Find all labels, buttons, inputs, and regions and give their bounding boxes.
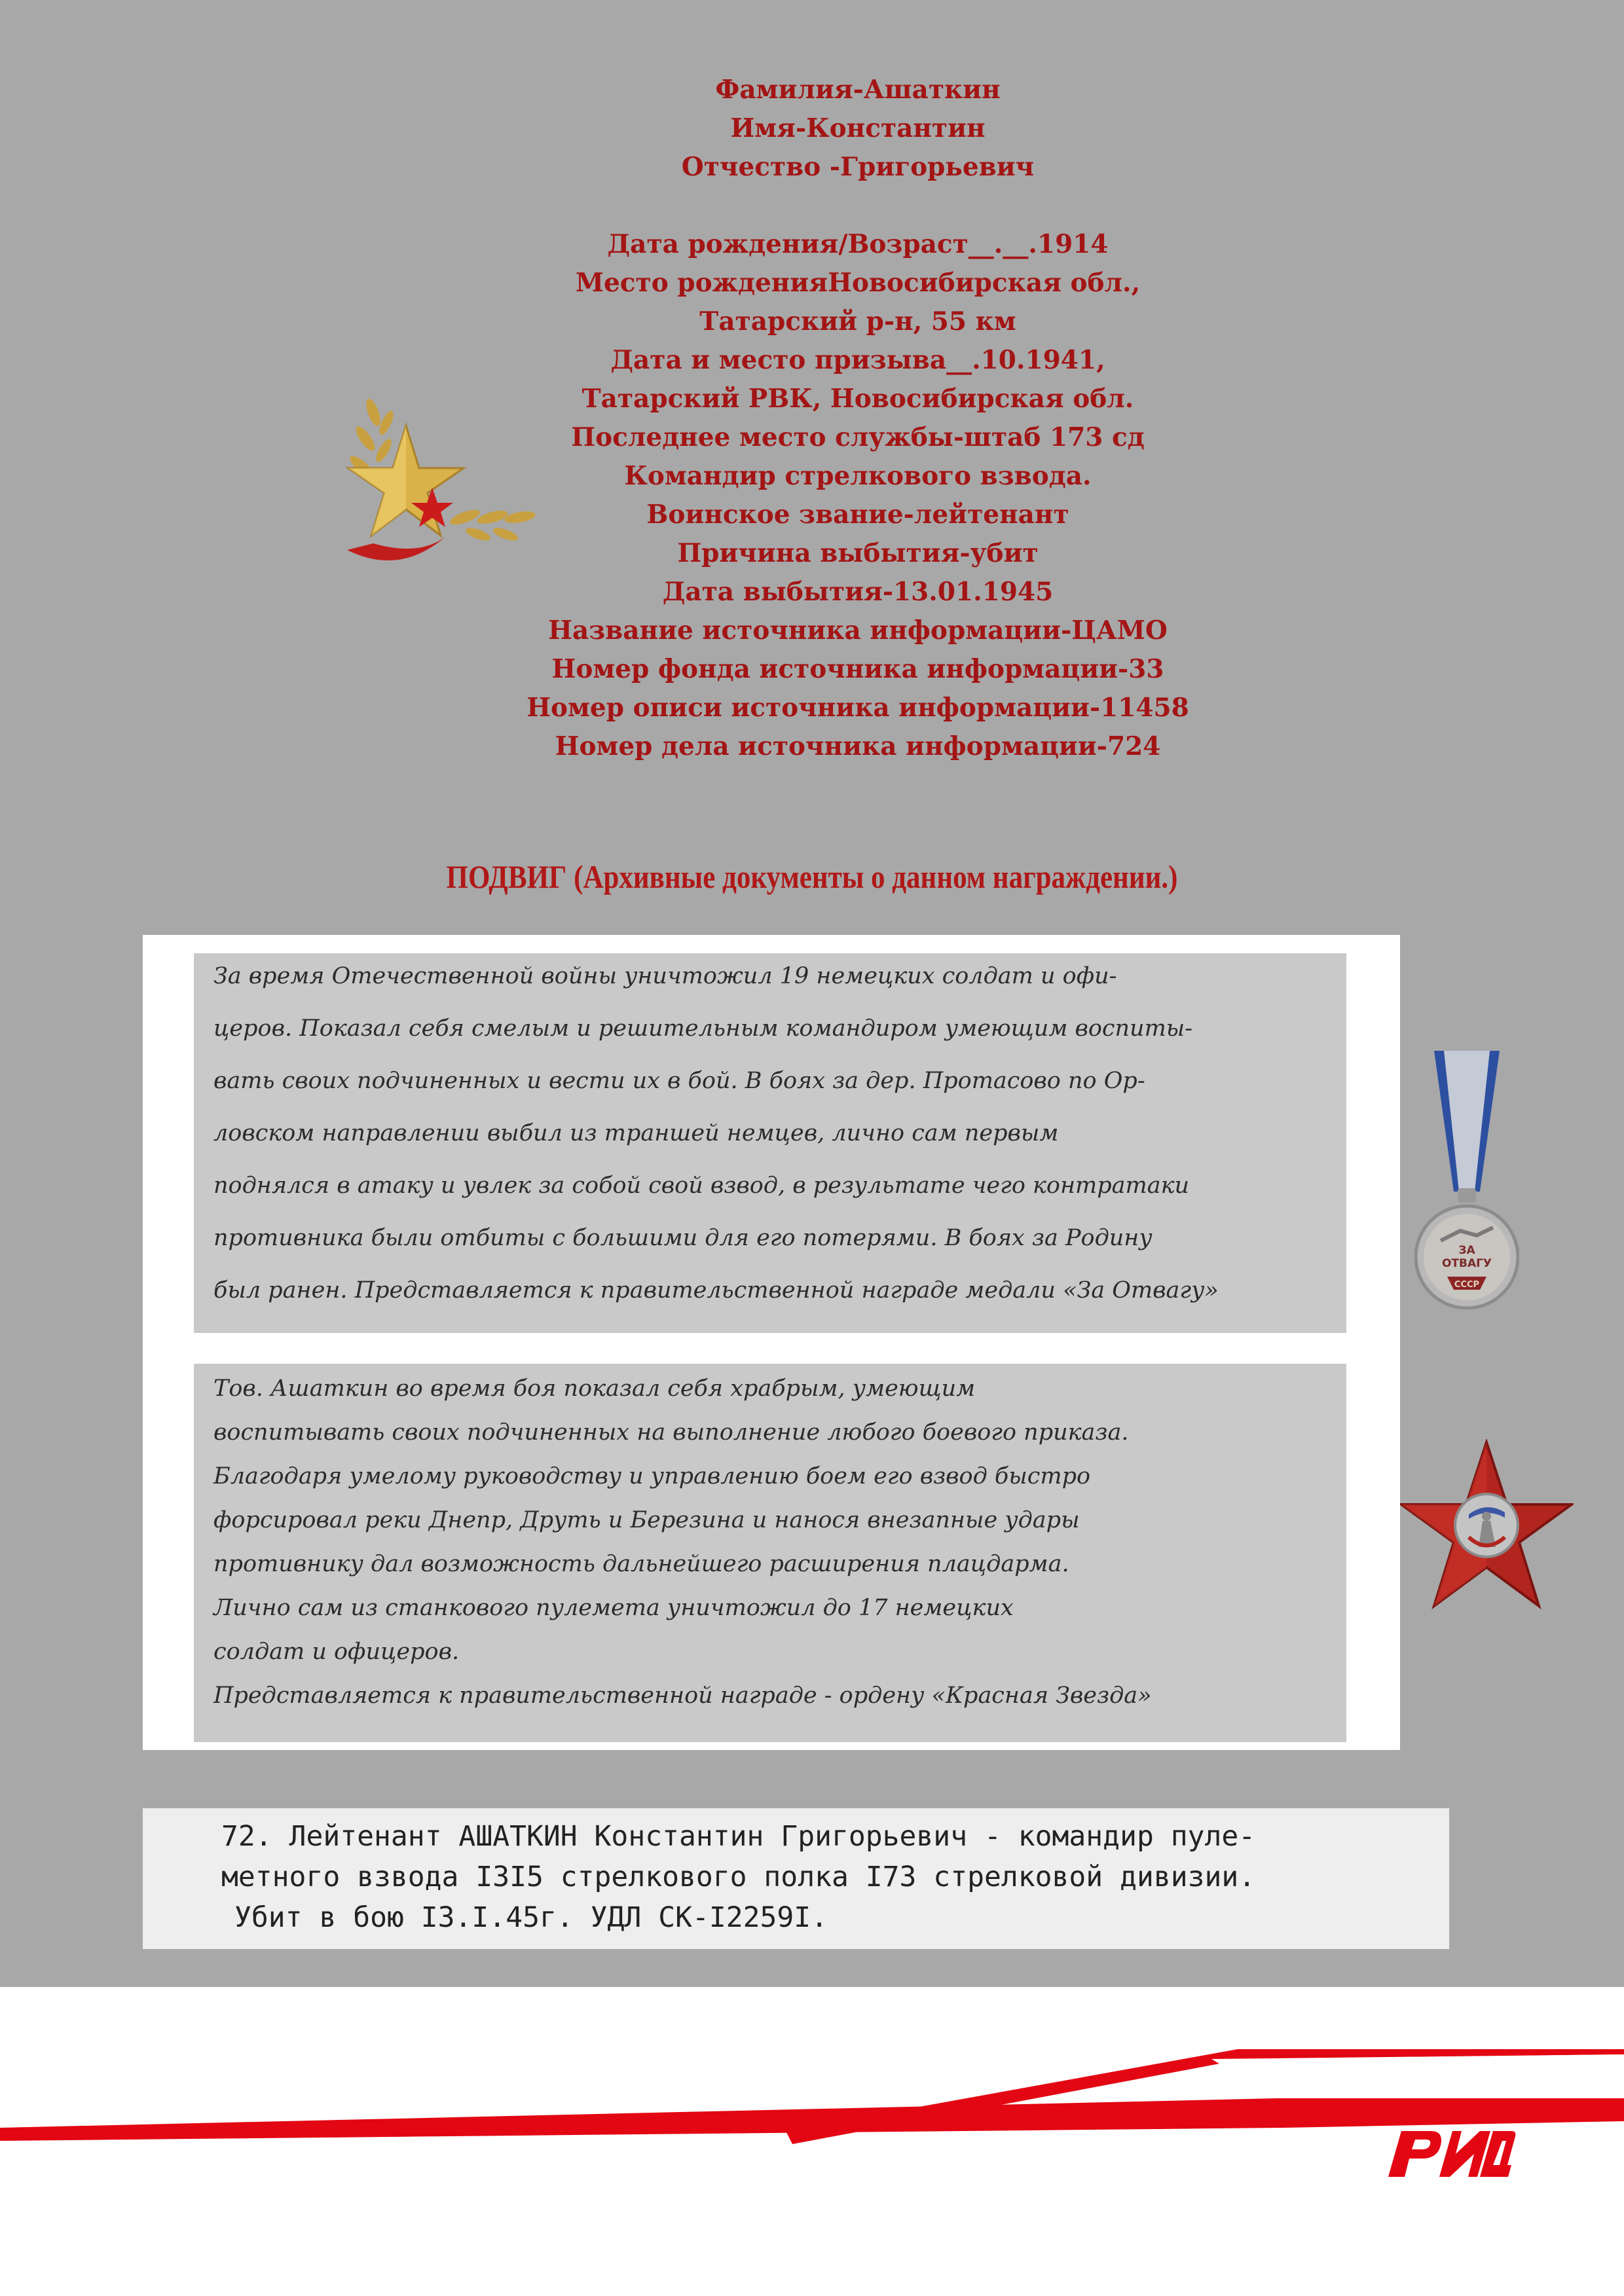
medal-inscription-za: ЗА xyxy=(1458,1244,1475,1257)
opis-line: Номер описи источника информации-11458 xyxy=(526,693,1189,723)
typed-line-1: 72. Лейтенант АШАТКИН Константин Григорьевич - командир пуле- xyxy=(221,1820,1256,1853)
order-red-star xyxy=(1400,1439,1574,1613)
doc2-line-5: противнику дал возможность дальнейшего расширения плацдарма. xyxy=(213,1551,1069,1577)
doc1-line-5: поднялся в атаку и увлек за собой свой взвод, в результате чего контратаки xyxy=(213,1173,1190,1199)
doc2-line-1: Тов. Ашаткин во время боя показал себя храбрым, умеющим xyxy=(213,1376,976,1402)
doc1-line-3: вать своих подчиненных и вести их в бой. В боях за дер. Протасово по Ор- xyxy=(213,1068,1145,1094)
award-document-medal xyxy=(194,953,1346,1333)
surname-line: Фамилия-Ашаткин xyxy=(715,75,1001,105)
typed-archive-record xyxy=(143,1808,1449,1949)
spacer xyxy=(354,187,1362,225)
last-service-line: Последнее место службы-штаб 173 сд xyxy=(571,422,1145,452)
name-line: Имя-Константин xyxy=(730,113,986,143)
doc1-line-2: церов. Показал себя смелым и решительным командиром умеющим воспиты- xyxy=(213,1015,1193,1042)
patronymic-line: Отчество -Григорьевич xyxy=(681,152,1035,182)
reason-line: Причина выбытия-убит xyxy=(677,538,1039,568)
birth-date-line: Дата рождения/Возраст__.__.1914 xyxy=(607,229,1109,259)
typed-line-2: метного взвода I3I5 стрелкового полка I73 стрелковой дивизии. xyxy=(221,1861,1256,1893)
doc2-line-3: Благодаря умелому руководству и управлению боем его взвод быстро xyxy=(213,1463,1091,1489)
award-documents-panel xyxy=(143,935,1400,1750)
doc2-line-7: солдат и офицеров. xyxy=(213,1639,460,1665)
footer-stripe xyxy=(0,1987,1624,2296)
doc2-line-8: Представляется к правительственной награде - ордену «Красная Звезда» xyxy=(213,1683,1152,1709)
birth-place-line: Место рожденияНовосибирская обл., xyxy=(575,268,1141,298)
rzd-logo xyxy=(1382,2118,1518,2183)
medal-for-courage xyxy=(1414,1051,1519,1313)
doc2-line-2: воспитывать своих подчиненных на выполнение любого боевого приказа. xyxy=(213,1419,1129,1446)
delo-line: Номер дела источника информации-724 xyxy=(555,731,1161,761)
date-out-line: Дата выбытия-13.01.1945 xyxy=(662,577,1054,607)
typed-line-3: Убит в бою I3.I.45г. УДЛ СК-I2259I. xyxy=(234,1901,828,1934)
feat-title: ПОДВИГ (Архивные документы о данном награждении.) xyxy=(446,858,1178,895)
draft-line: Дата и место призыва__.10.1941, xyxy=(610,345,1105,375)
source-name-line: Название источника информации-ЦАМО xyxy=(548,615,1168,646)
doc2-line-4: форсировал реки Днепр, Друть и Березина и нанося внезапные удары xyxy=(213,1507,1080,1533)
victory-star-emblem xyxy=(321,386,550,583)
draft-line-2: Татарский РВК, Новосибирская обл. xyxy=(581,384,1134,414)
doc1-line-1: За время Отечественной войны уничтожил 19 немецких солдат и офи- xyxy=(213,963,1117,989)
medal-inscription-otvagu: ОТВАГУ xyxy=(1441,1257,1492,1270)
doc2-line-6: Лично сам из станкового пулемета уничтожил до 17 немецких xyxy=(213,1595,1014,1621)
position-line: Командир стрелкового взвода. xyxy=(624,461,1092,491)
fond-line: Номер фонда источника информации-33 xyxy=(551,654,1164,684)
medal-inscription-sssr: СССР xyxy=(1454,1280,1480,1290)
doc1-line-4: ловском направлении выбил из траншей немцев, лично сам первым xyxy=(213,1120,1059,1146)
doc1-line-6: противника были отбиты с большими для его потерями. В боях за Родину xyxy=(213,1225,1153,1251)
award-document-order xyxy=(194,1364,1346,1742)
rank-line: Воинское звание-лейтенант xyxy=(646,500,1069,530)
doc1-line-7: был ранен. Представляется к правительственной награде медали «За Отвагу» xyxy=(213,1277,1219,1303)
birth-place-line-2: Татарский р-н, 55 км xyxy=(699,306,1016,337)
